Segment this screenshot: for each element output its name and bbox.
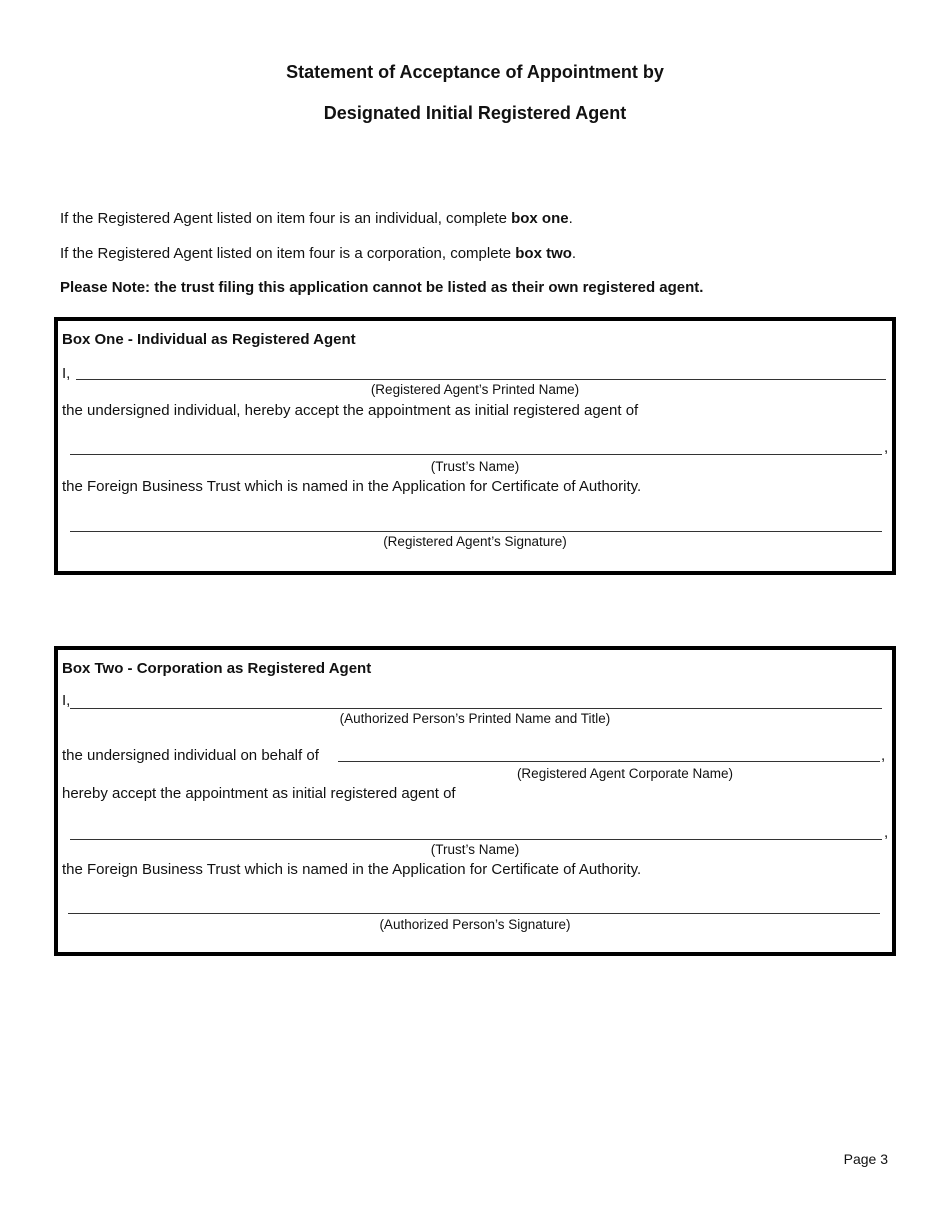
corporate-name-caption: (Registered Agent Corporate Name): [516, 766, 734, 781]
box-two-trust-text: the Foreign Business Trust which is named in the Application for Certificate of Authority.: [62, 861, 642, 878]
instruction-box-two-suffix: .: [571, 245, 577, 262]
box-two-trust-name-input[interactable]: [72, 822, 884, 840]
box-two-corp-comma: ,: [881, 747, 886, 764]
please-note: Please Note: the trust filing this application cannot be listed as their own registered agent.: [60, 279, 704, 296]
registered-agent-name-line: [76, 379, 886, 380]
instruction-box-two-text: If the Registered Agent listed on item four is a corporation, complete: [60, 245, 516, 262]
box-two-behalf-text: the undersigned individual on behalf of: [62, 747, 319, 764]
registered-agent-corporate-name-input[interactable]: [340, 744, 882, 762]
box-two-trust-comma: ,: [884, 824, 889, 841]
instruction-box-one-bold: box one: [511, 210, 569, 227]
box-one: [54, 317, 896, 575]
box-two: [54, 646, 896, 956]
box-one-trust-name-line: [70, 454, 882, 455]
instruction-box-one: [60, 210, 573, 227]
registered-agent-signature-caption: (Registered Agent’s Signature): [383, 534, 567, 549]
box-one-trust-text: the Foreign Business Trust which is named in the Application for Certificate of Authority.: [62, 478, 642, 495]
authorized-person-name-caption: (Authorized Person’s Printed Name and Title): [339, 711, 611, 726]
authorized-person-name-line: [70, 708, 882, 709]
box-two-accept-text: hereby accept the appointment as initial registered agent of: [62, 785, 456, 802]
box-one-title: Box One - Individual as Registered Agent: [62, 331, 356, 348]
box-two-title: Box Two - Corporation as Registered Agent: [62, 660, 372, 677]
page-title-line-1: Statement of Acceptance of Appointment by: [286, 62, 664, 82]
registered-agent-printed-name-input[interactable]: [78, 361, 888, 379]
box-one-trust-comma: ,: [884, 439, 889, 456]
box-one-trust-name-input[interactable]: [72, 437, 884, 455]
box-one-accept-text: the undersigned individual, hereby accept the appointment as initial registered agent of: [62, 402, 639, 419]
instruction-box-two: [60, 245, 576, 262]
page-title-line-2: Designated Initial Registered Agent: [323, 103, 627, 123]
page-number: Page 3: [843, 1151, 888, 1167]
box-two-trust-name-line: [70, 839, 882, 840]
authorized-person-signature-line[interactable]: [68, 913, 880, 914]
authorized-person-name-title-input[interactable]: [72, 690, 884, 708]
box-two-trust-name-caption: (Trust’s Name): [430, 842, 520, 857]
instruction-box-one-suffix: .: [568, 210, 573, 227]
registered-agent-name-caption: (Registered Agent’s Printed Name): [370, 382, 580, 397]
box-two-i-prefix: I,: [62, 692, 71, 709]
registered-agent-signature-line[interactable]: [70, 531, 882, 532]
box-one-trust-name-caption: (Trust’s Name): [430, 459, 520, 474]
authorized-person-signature-caption: (Authorized Person’s Signature): [379, 917, 571, 932]
instruction-box-two-bold: box two: [515, 245, 572, 262]
box-one-i-prefix: I,: [62, 365, 71, 382]
corporate-name-line: [338, 761, 880, 762]
instruction-box-one-text: If the Registered Agent listed on item four is an individual, complete: [60, 210, 512, 227]
